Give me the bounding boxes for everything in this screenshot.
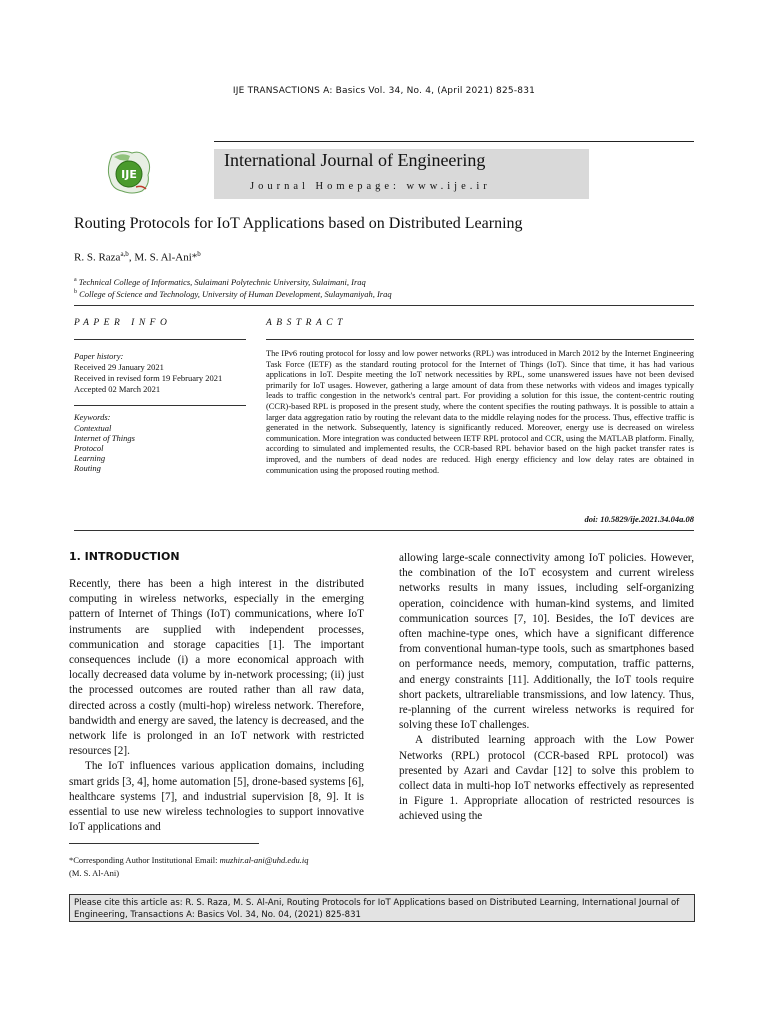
author-2: M. S. Al-Ani* (134, 251, 198, 264)
paragraph: A distributed learning approach with the Low Power Networks (RPL) protocol (CCR-based RPL protocol) was presented by Azari and Cavdar [12] to solve this problem to collect data in multi-hop IoT networks effectively as represented in Figure 1. Appropriate allocation of restricted resources is achieved using the (399, 734, 694, 823)
affiliation-a (74, 277, 366, 287)
divider (266, 339, 694, 340)
authors (74, 250, 201, 264)
keyword: Learning (74, 453, 106, 463)
footnote-rule (69, 843, 259, 844)
keywords-label: Keywords: (74, 412, 111, 422)
section-heading: 1. INTRODUCTION (69, 550, 180, 563)
journal-homepage: Journal Homepage: www.ije.ir (250, 181, 491, 192)
header-rule (214, 141, 694, 142)
author-1-affil: a,b (120, 250, 129, 258)
divider (74, 339, 246, 340)
keyword: Internet of Things (74, 433, 135, 443)
divider (74, 530, 694, 531)
keyword: Protocol (74, 443, 104, 453)
author-2-affil: b (197, 250, 201, 258)
keyword: Routing (74, 463, 101, 473)
divider (74, 405, 246, 406)
affiliation-b-marker: b (74, 289, 77, 296)
footnote-name: (M. S. Al-Ani) (69, 867, 120, 878)
doi-link[interactable]: doi: 10.5829/ije.2021.34.04a.08 (584, 514, 694, 524)
running-head: IJE TRANSACTIONS A: Basics Vol. 34, No. 4, (April 2021) 825-831 (232, 86, 536, 96)
logo-text: IJE (121, 168, 137, 181)
body-column-left (69, 577, 364, 835)
paper-info-heading: PAPER INFO (74, 318, 172, 328)
affiliation-a-marker: a (74, 277, 77, 284)
paper-history-label: Paper history: (74, 351, 124, 361)
author-1: R. S. Raza (74, 251, 121, 264)
journal-title: International Journal of Engineering (224, 150, 486, 170)
affiliation-b (74, 289, 392, 299)
divider (74, 305, 694, 306)
journal-logo (102, 147, 158, 197)
affiliation-b-text: College of Science and Technology, University of Human Development, Sulaymaniyah, Iraq (79, 289, 392, 299)
author-email[interactable]: muzhir.al-ani@uhd.edu.iq (219, 855, 309, 865)
body-column-right (399, 551, 694, 825)
keyword: Contextual (74, 423, 112, 433)
abstract-text: The IPv6 routing protocol for lossy and low power networks (RPL) was introduced in March 2012 by the Internet Engineering Task Force (IETF) as the standard routing protocol for the Internet of Things (IoT). Since that time, it has had various applications in IoT. Despite meeting the IoT network necessities by RPL, some unanswered issues have not been devised primarily for IoT usages. However, gathering a large amount of data from these networks with videos and images typically leads to traffic congestion in the network's central part. For providing a solution for this issue, the content-centric routing (CCR)-based RPL is proposed in the present study, where the content specifies the routing pathways. It is possible to attain a larger data aggregation ratio by routing the relevant data to the middle relaying nodes for the process. Thus, effective traffic is generated in the network. Subsequently, latency is significantly reduced. Moreover, energy use is decreased on wireless communication. More integration was conducted between IETF RPL protocol and CCR, using the MATLAB platform. Finally, according to simulated and implemented results, the CCR-based RPL behavior based on the high packet transfer rates is improved, and the numbers of dead nodes are reduced. High energy efficiency and low delay rates are obtained in communication using the proposed routing method. (266, 349, 694, 475)
author-separator: , (128, 251, 135, 264)
abstract-heading: ABSTRACT (266, 318, 347, 328)
footnote-label: *Corresponding Author Institutional Email: (69, 855, 220, 865)
footnote (69, 854, 308, 879)
received-date: Received 29 January 2021 (74, 362, 164, 372)
paper-title: Routing Protocols for IoT Applications based on Distributed Learning (74, 215, 523, 232)
paragraph: allowing large-scale connectivity among IoT policies. However, the combination of the IoT ecosystem and current wireless networks results in many issues, including self-organizing operation, coincidence with human-kind systems, and limited communication sources [7, 10]. Besides, the IoT devices are often machine-type ones, which have a significant difference from conventional human-type tools, such as smartphones based on performance needs, memory, computation, traffic patterns, and energy constraints [11]. Additionally, the IoT tools require short packets, ultrareliable transmissions, and low latency. Thus, re-planning of the current wireless networks is required for solving these IoT challenges. (399, 552, 694, 732)
accepted-date: Accepted 02 March 2021 (74, 384, 161, 394)
affiliation-a-text: Technical College of Informatics, Sulaimani Polytechnic University, Sulaimani, Iraq (78, 277, 366, 287)
citation-box: Please cite this article as: R. S. Raza, M. S. Al-Ani, Routing Protocols for IoT Applications based on Distributed Learning, International Journal of Engineering, Transactions A: Basics Vol. 34, No. 04, (2021) 825-831 (69, 894, 695, 922)
revised-date: Received in revised form 19 February 2021 (74, 373, 223, 383)
paragraph: Recently, there has been a high interest in the distributed computing in wireless networks, especially in the emerging pattern of Internet of Things (IoT) communications, where IoT instruments are supplied with independent processes, communication and storage capacities [1]. The important consequences include (i) a more economical approach with locally decreased data volume by in-network processing; (ii) just the processed outcomes are routed rather than all raw data, directed across a costly (multi-hop) wireless network. Therefore, bandwidth and energy are saved, the latency is decreased, and the network life is prolonged in an IoT network with restricted resources [2]. (69, 578, 364, 758)
paragraph: The IoT influences various application domains, including smart grids [3, 4], home automation [5], drone-based systems [6], healthcare systems [7], and industrial supervision [8, 9]. It is essential to use new wireless technologies to support innovative IoT applications and (69, 760, 364, 834)
